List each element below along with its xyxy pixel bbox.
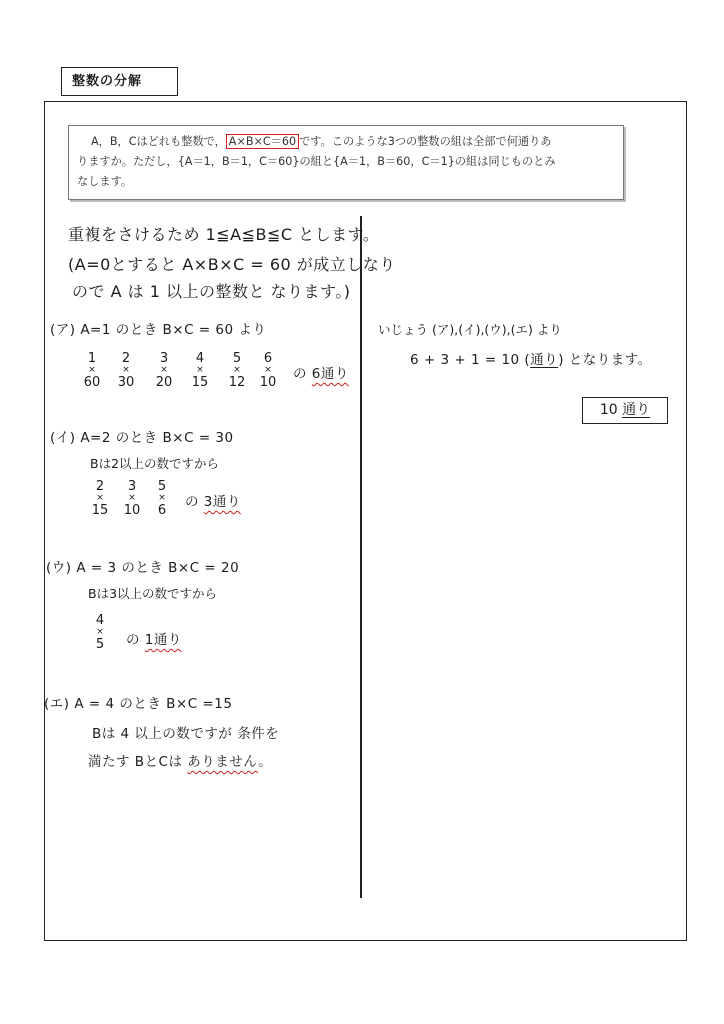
problem-prefix: A，B，Cはどれも整数で，	[91, 135, 226, 148]
case-a-pair	[80, 352, 104, 389]
case-e-note-line-2	[88, 750, 272, 770]
problem-statement-box	[68, 125, 624, 200]
times-sign: ×	[128, 493, 136, 503]
intro-line-2: (A=0とすると A×B×C = 60 が成立しなり	[68, 255, 396, 274]
problem-line-3: なします。	[77, 175, 133, 188]
pair-b: 5	[232, 351, 242, 366]
case-i-result	[185, 490, 241, 510]
times-sign: ×	[264, 365, 272, 375]
answer-number: 10	[599, 402, 623, 418]
pair-c: 6	[157, 503, 167, 518]
case-a-no: の	[293, 366, 307, 382]
case-a-pair	[152, 352, 176, 389]
pair-c: 12	[228, 375, 246, 390]
intro-line-1: 重複をさけるため 1≦A≦B≦C とします。	[68, 225, 380, 244]
pair-c: 15	[191, 375, 209, 390]
case-e-none: ありません	[187, 754, 259, 770]
worksheet-title: 整数の分解	[61, 67, 178, 96]
times-sign: ×	[88, 365, 96, 375]
case-i-no: の	[185, 494, 199, 510]
times-sign: ×	[96, 493, 104, 503]
case-a-count: 6通り	[311, 366, 349, 382]
summary-equation: 6 + 3 + 1 = 10 (	[410, 352, 531, 368]
pair-c: 15	[91, 503, 109, 518]
case-a-pair	[225, 352, 249, 389]
pair-b: 4	[195, 351, 205, 366]
pair-c: 10	[259, 375, 277, 390]
problem-equation-highlight: A×B×C＝60	[226, 134, 299, 149]
case-u-result	[126, 628, 182, 648]
case-a-pair	[256, 352, 280, 389]
times-sign: ×	[122, 365, 130, 375]
case-a-pair	[114, 352, 138, 389]
pair-b: 3	[127, 479, 137, 494]
pair-b: 2	[121, 351, 131, 366]
case-u-note: Bは3以上の数ですから	[88, 586, 218, 601]
case-i-count: 3通り	[203, 494, 241, 510]
pair-c: 20	[155, 375, 173, 390]
pair-b: 4	[95, 613, 105, 628]
case-u-no: の	[126, 632, 140, 648]
column-divider	[360, 216, 362, 898]
case-u-header: (ウ) A = 3 のとき B×C = 20	[46, 560, 240, 576]
case-i-pair	[120, 480, 144, 517]
case-e-period: 。	[258, 754, 273, 770]
case-a-result	[293, 362, 349, 382]
case-e-header: (エ) A = 4 のとき B×C =15	[44, 696, 233, 712]
case-i-note: Bは2以上の数ですから	[90, 456, 220, 471]
case-i-pair	[88, 480, 112, 517]
summary-line-1: いじょう (ア),(イ),(ウ),(エ) より	[378, 322, 562, 337]
times-sign: ×	[160, 365, 168, 375]
problem-line-2: りますか。ただし，{A＝1，B＝1，C＝60}の組と{A＝1，B＝60，C＝1}の組は同じものとみ	[77, 155, 556, 168]
answer-unit: 通り	[622, 402, 651, 418]
case-i-header: (イ) A=2 のとき B×C = 30	[50, 430, 234, 446]
summary-line-2	[410, 348, 652, 368]
pair-c: 10	[123, 503, 141, 518]
pair-c: 30	[117, 375, 135, 390]
case-a-header: (ア) A=1 のとき B×C = 60 より	[50, 322, 267, 338]
times-sign: ×	[233, 365, 241, 375]
pair-c: 60	[83, 375, 101, 390]
times-sign: ×	[196, 365, 204, 375]
problem-line-1	[77, 132, 615, 152]
pair-b: 5	[157, 479, 167, 494]
case-e-note-line-1: Bは 4 以上の数ですが 条件を	[92, 726, 280, 742]
times-sign: ×	[158, 493, 166, 503]
case-a-pair	[188, 352, 212, 389]
case-u-count: 1通り	[144, 632, 182, 648]
pair-b: 2	[95, 479, 105, 494]
summary-unit: 通り	[530, 352, 559, 368]
case-e-note-prefix: 満たす BとCは	[88, 754, 188, 770]
summary-conclusion: ) となります。	[558, 352, 652, 368]
case-u-pair	[88, 614, 112, 651]
times-sign: ×	[96, 627, 104, 637]
pair-b: 6	[263, 351, 273, 366]
intro-line-3: ので A は 1 以上の整数と なります。)	[72, 282, 351, 301]
final-answer-box	[582, 397, 668, 424]
case-i-pair	[150, 480, 174, 517]
pair-b: 3	[159, 351, 169, 366]
pair-b: 1	[87, 351, 97, 366]
pair-c: 5	[95, 637, 105, 652]
problem-suffix: です。このような3つの整数の組は全部で何通りあ	[299, 135, 552, 148]
